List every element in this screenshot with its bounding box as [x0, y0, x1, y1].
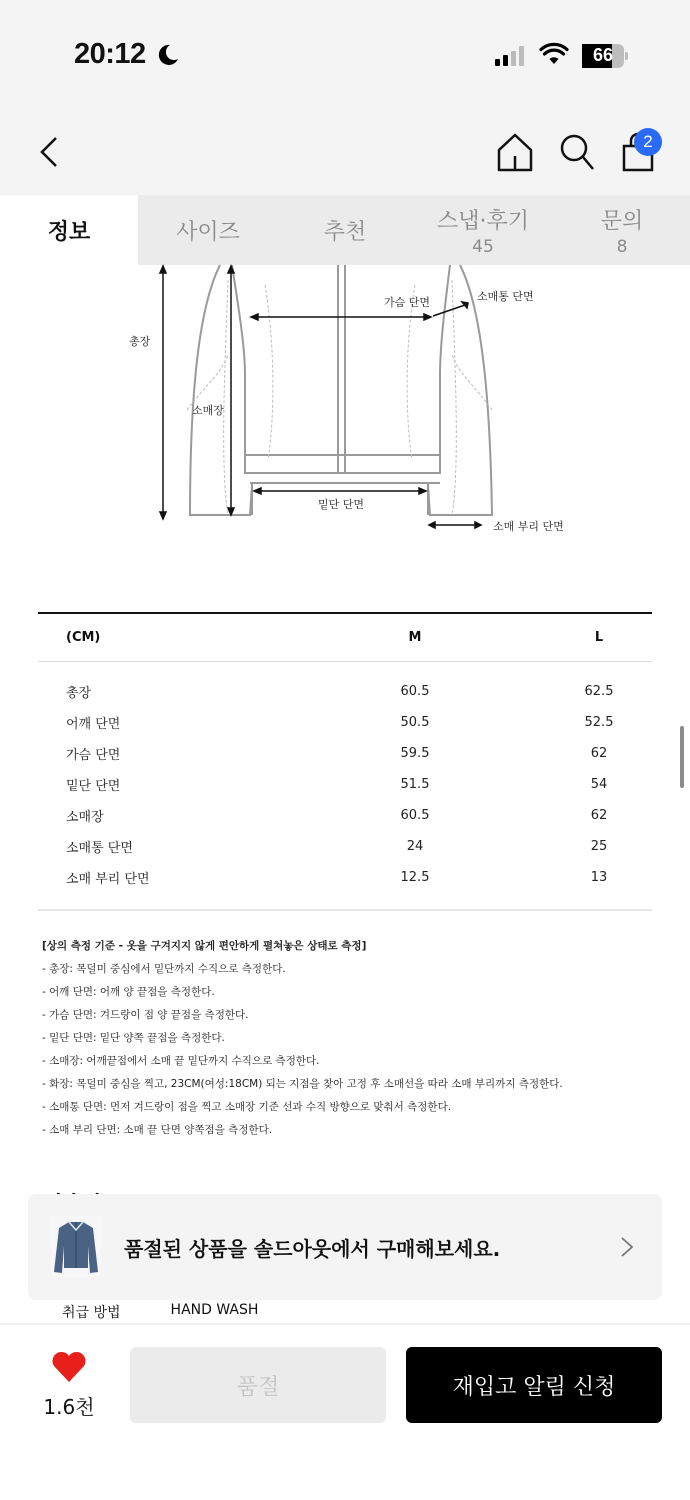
note-item: - 밑단 단면: 밑단 양쪽 끝점을 측정한다.	[42, 1032, 225, 1044]
tab-label: 사이즈	[176, 219, 240, 245]
wifi-icon	[540, 43, 568, 65]
top-navigation	[0, 110, 690, 195]
cell-l: 62	[590, 746, 608, 761]
cell-m: 12.5	[400, 870, 430, 885]
heart-icon	[51, 1351, 87, 1383]
measurement-notes	[42, 938, 662, 1145]
cell-m: 24	[406, 839, 424, 854]
note-item: - 가슴 단면: 겨드랑이 점 양 끝점을 측정한다.	[42, 1009, 249, 1021]
row-label: 어깨 단면	[66, 717, 121, 732]
table-row	[38, 676, 652, 707]
cell-m: 51.5	[400, 777, 430, 792]
tab-size[interactable]	[138, 195, 278, 265]
product-tabs	[0, 195, 690, 265]
tab-recommend[interactable]	[278, 195, 412, 265]
vertical-scrollbar[interactable]	[680, 726, 684, 788]
restock-alert-button[interactable]: 재입고 알림 신청	[406, 1347, 662, 1423]
note-item: - 소매통 단면: 먼저 겨드랑이 점을 찍고 소매장 기준 선과 수직 방향으로 맞춰서 측정한다.	[42, 1101, 452, 1113]
size-table-header	[38, 614, 652, 662]
cell-l: 62.5	[584, 684, 614, 699]
tab-count: 8	[616, 236, 628, 257]
cell-m: 60.5	[400, 808, 430, 823]
diagram-label-hem: 밑단 단면	[318, 498, 365, 511]
cell-l: 52.5	[584, 715, 614, 730]
note-item: - 총장: 목덜미 중심에서 밑단까지 수직으로 측정한다.	[42, 963, 286, 975]
tab-label: 스냅·후기	[436, 208, 529, 234]
like-button[interactable]	[40, 1351, 98, 1420]
tab-snap-review[interactable]	[412, 195, 554, 265]
back-arrow-icon[interactable]	[36, 134, 64, 170]
bottom-action-bar	[0, 1323, 690, 1500]
search-icon[interactable]	[557, 132, 597, 172]
denim-jacket-image	[51, 1216, 101, 1278]
do-not-disturb-moon-icon	[156, 43, 180, 67]
row-label: 소매 부리 단면	[66, 872, 150, 887]
row-label: 소매장	[66, 810, 104, 825]
home-icon[interactable]	[495, 132, 535, 172]
diagram-label-cuff: 소매 부리 단면	[493, 520, 564, 533]
soldout-banner[interactable]	[28, 1194, 662, 1300]
cart-count-badge: 2	[634, 128, 662, 156]
tab-count: 45	[472, 236, 494, 257]
table-row	[38, 831, 652, 862]
chevron-right-icon	[620, 1236, 634, 1258]
care-instructions	[62, 1302, 258, 1322]
diagram-label-total-length: 총장	[129, 335, 151, 348]
like-count: 1.6천	[43, 1395, 95, 1419]
cell-l: 54	[590, 777, 608, 792]
cell-l: 62	[590, 808, 608, 823]
note-item: - 어깨 단면: 어깨 양 끝점을 측정한다.	[42, 986, 215, 998]
care-label: 취급 방법	[62, 1305, 121, 1321]
tab-info[interactable]	[0, 195, 138, 265]
status-bar	[0, 0, 690, 110]
status-time: 20:12	[74, 38, 146, 70]
battery-indicator	[582, 44, 628, 68]
battery-percent: 66	[592, 45, 614, 65]
table-row	[38, 707, 652, 738]
unit-header: (CM)	[66, 630, 101, 645]
size-header-l: L	[594, 630, 604, 645]
cellular-signal-icon	[495, 46, 529, 66]
diagram-label-sleeve-length: 소매장	[192, 404, 224, 417]
cell-m: 60.5	[400, 684, 430, 699]
note-item: - 화장: 목덜미 중심을 찍고, 23CM(여성:18CM) 되는 지점을 찾아 고정 후 소매선을 따라 소매 부리까지 측정한다.	[42, 1078, 563, 1090]
cell-m: 50.5	[400, 715, 430, 730]
tab-inquiry[interactable]	[554, 195, 690, 265]
notes-title: [상의 측정 기준 - 옷을 구겨지지 않게 편안하게 펼쳐놓은 상태로 측정]	[42, 940, 367, 952]
row-label: 총장	[66, 686, 92, 701]
tab-label: 정보	[47, 219, 91, 245]
tab-label: 추천	[323, 219, 367, 245]
size-header-m: M	[408, 630, 422, 645]
table-row	[38, 862, 652, 893]
cell-l: 13	[590, 870, 608, 885]
note-item: - 소매장: 어깨끝점에서 소매 끝 밑단까지 수직으로 측정한다.	[42, 1055, 320, 1067]
row-label: 소매통 단면	[66, 841, 133, 856]
diagram-label-sleeve-width: 소매통 단면	[477, 290, 534, 303]
size-table	[38, 612, 652, 911]
note-item: - 소매 부리 단면: 소매 끝 단면 양쪽점을 측정한다.	[42, 1124, 273, 1136]
table-row	[38, 769, 652, 800]
table-row	[38, 738, 652, 769]
soldout-button[interactable]: 품절	[130, 1347, 386, 1423]
soldout-banner-text: 품절된 상품을 솔드아웃에서 구매해보세요.	[124, 1236, 501, 1261]
care-value: HAND WASH	[170, 1302, 259, 1318]
tab-label: 문의	[600, 208, 644, 234]
table-row	[38, 800, 652, 831]
diagram-label-chest: 가슴 단면	[384, 296, 431, 309]
cell-l: 25	[590, 839, 608, 854]
size-measurement-diagram	[100, 265, 580, 545]
product-thumbnail	[48, 1214, 104, 1280]
row-label: 가슴 단면	[66, 748, 121, 763]
cell-m: 59.5	[400, 746, 430, 761]
row-label: 밑단 단면	[66, 779, 121, 794]
